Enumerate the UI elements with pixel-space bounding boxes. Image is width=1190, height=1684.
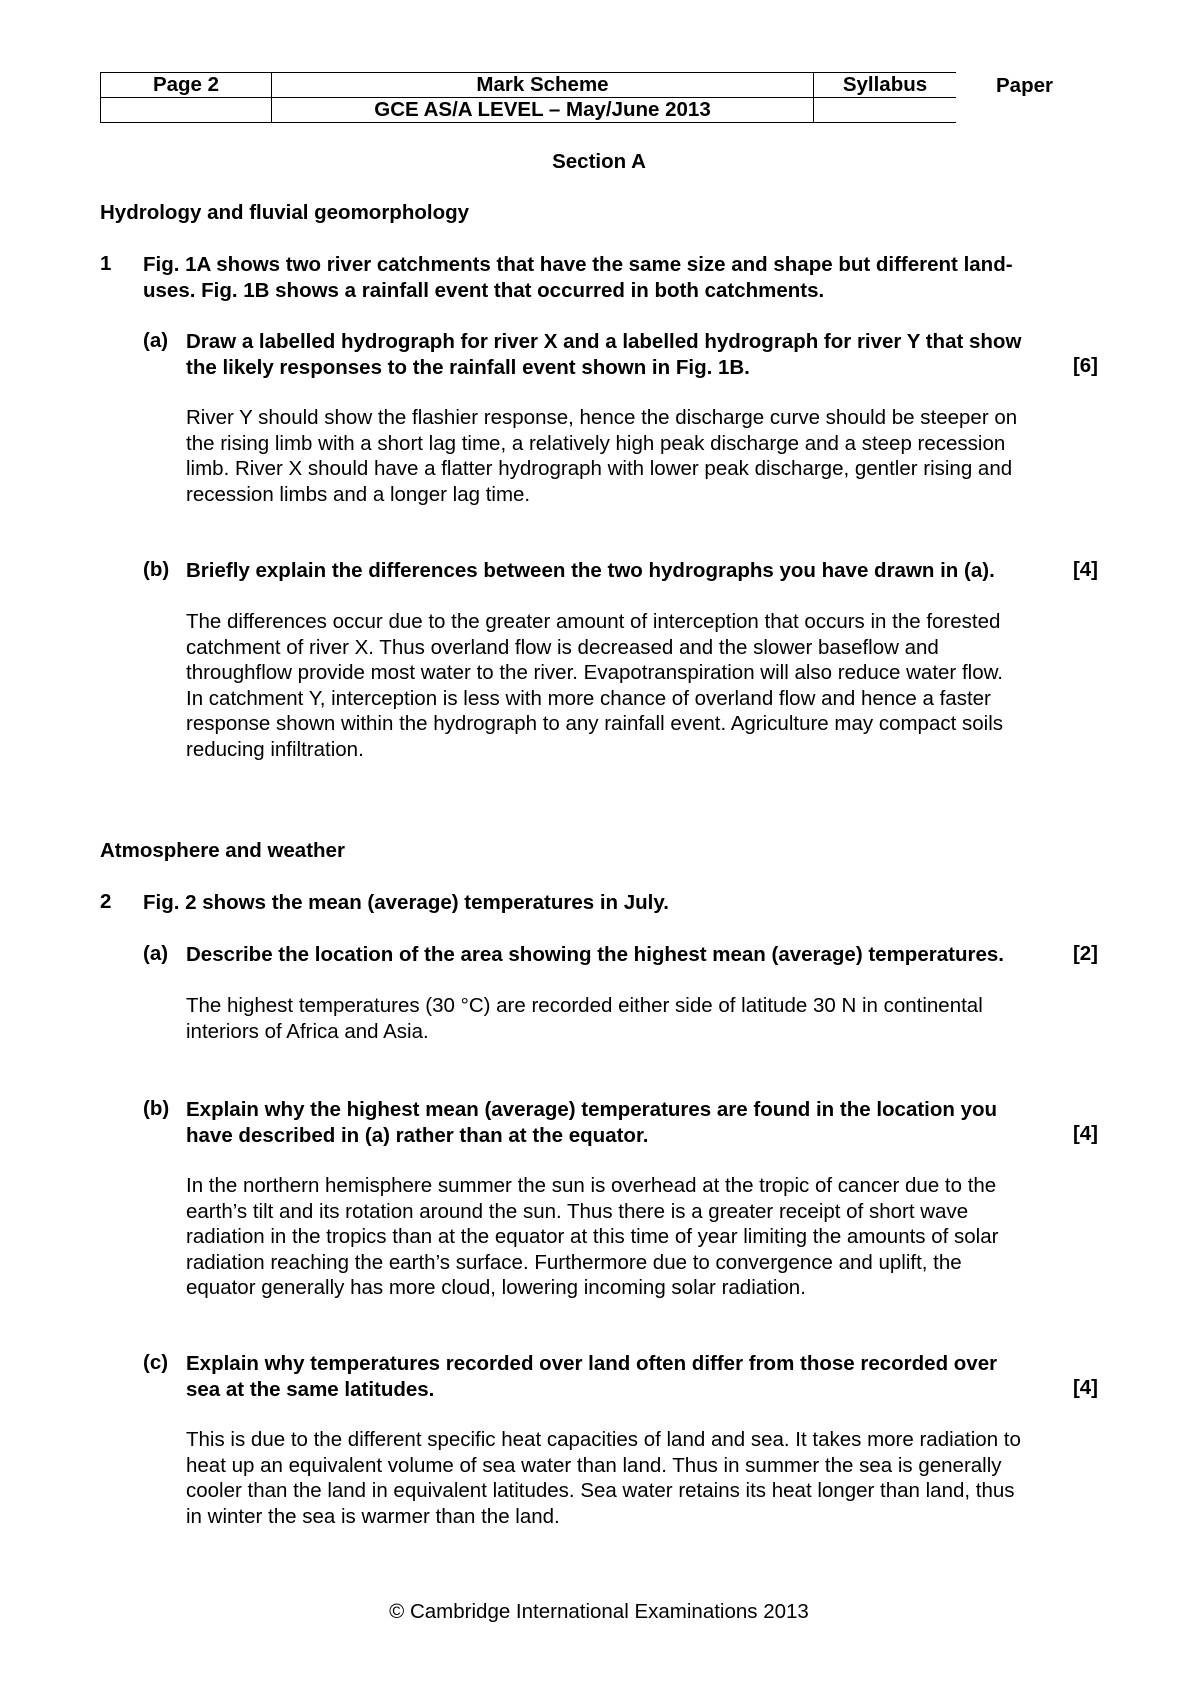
answer-paragraph — [186, 1427, 1091, 1529]
answer-line: throughflow provide most water to the river. Evapotranspiration will also reduce water flow. — [186, 661, 1003, 684]
part-label: (b) — [143, 1097, 170, 1120]
part-label: (b) — [143, 558, 170, 581]
answer-line: This is due to the different specific heat capacities of land and sea. It takes more radiation to — [186, 1428, 1021, 1451]
answer-line: In catchment Y, interception is less with more chance of overland flow and hence a faster — [186, 686, 991, 710]
mark-allocation: [4] — [1072, 1376, 1098, 1399]
copyright-footer: © Cambridge International Examinations 2013 — [389, 1600, 809, 1623]
part-label: (a) — [143, 329, 169, 352]
answer-line: reducing infiltration. — [186, 737, 364, 761]
part-question-line: Explain why temperatures recorded over land often differ from those recorded over — [186, 1352, 998, 1375]
part-question-line: Draw a labelled hydrograph for river X and a labelled hydrograph for river Y that show — [186, 330, 1022, 353]
header-exam: GCE AS/A LEVEL – May/June 2013 — [272, 98, 814, 123]
mark-allocation: [4] — [1072, 558, 1098, 581]
part-question-line: Explain why the highest mean (average) temperatures are found in the location you — [186, 1098, 998, 1121]
header-syllabus: Syllabus — [814, 73, 957, 98]
answer-line: equator generally has more cloud, lowering incoming solar radiation. — [186, 1276, 806, 1299]
answer-paragraph — [186, 609, 1091, 762]
answer-line: The differences occur due to the greater amount of interception that occurs in the forested — [186, 610, 1001, 633]
question-stem-line: Fig. 1A shows two river catchments that have the same size and shape but different land- — [143, 253, 1013, 276]
answer-line: in winter the sea is warmer than the land. — [186, 1504, 560, 1528]
header-paper: Paper — [996, 74, 1053, 97]
part-question — [186, 558, 995, 584]
answer-line: River Y should show the flashier response, hence the discharge curve should be steeper on — [186, 406, 1018, 429]
part-question-line: Describe the location of the area showing the highest mean (average) temperatures. — [186, 943, 1004, 966]
header-empty-cell — [101, 98, 272, 123]
question-number: 1 — [100, 252, 112, 275]
answer-line: cooler than the land in equivalent latitudes. Sea water retains its heat longer than land, thus — [186, 1479, 1015, 1502]
question-stem: Fig. 2 shows the mean (average) temperatures in July. — [143, 891, 669, 914]
part-question-line: Briefly explain the differences between the two hydrographs you have drawn in (a). — [186, 559, 995, 582]
answer-paragraph — [186, 405, 1091, 507]
part-label: (a) — [143, 942, 169, 965]
answer-paragraph — [186, 993, 1091, 1044]
answer-line: earth’s tilt and its rotation around the sun. Thus there is a greater receipt of short wave — [186, 1199, 969, 1223]
answer-line: In the northern hemisphere summer the sun is overhead at the tropic of cancer due to the — [186, 1174, 997, 1197]
header-title: Mark Scheme — [272, 73, 814, 98]
question-number: 2 — [100, 890, 112, 913]
answer-line: response shown within the hydrograph to any rainfall event. Agriculture may compact soils — [186, 712, 1004, 735]
topic-heading-hydrology: Hydrology and fluvial geomorphology — [100, 201, 470, 224]
page-number: Page 2 — [101, 73, 272, 98]
header-table — [100, 72, 956, 123]
mark-allocation: [2] — [1072, 942, 1098, 965]
answer-line: the rising limb with a short lag time, a relatively high peak discharge and a steep recession — [186, 431, 1006, 455]
part-question — [186, 1351, 997, 1402]
part-question-line: have described in (a) rather than at the equator. — [186, 1123, 649, 1147]
topic-heading-atmosphere: Atmosphere and weather — [100, 839, 345, 862]
answer-line: heat up an equivalent volume of sea water than land. Thus in summer the sea is generally — [186, 1453, 1002, 1477]
part-question — [186, 329, 1021, 380]
answer-line: radiation reaching the earth’s surface. Furthermore due to convergence and uplift, the — [186, 1250, 962, 1274]
section-title: Section A — [552, 150, 646, 173]
part-label: (c) — [143, 1351, 169, 1374]
part-question-line: the likely responses to the rainfall event shown in Fig. 1B. — [186, 355, 750, 379]
question-stem — [143, 252, 1013, 303]
answer-paragraph — [186, 1173, 1091, 1301]
header-empty-cell — [814, 98, 957, 123]
part-question — [186, 942, 1004, 968]
mark-allocation: [4] — [1072, 1122, 1098, 1145]
answer-line: recession limbs and a longer lag time. — [186, 482, 531, 506]
part-question — [186, 1097, 997, 1148]
question-stem-line: uses. Fig. 1B shows a rainfall event that occurred in both catchments. — [143, 278, 825, 302]
answer-line: radiation in the tropics than at the equator at this time of year limiting the amounts of solar — [186, 1225, 999, 1248]
answer-line: The highest temperatures (30 °C) are recorded either side of latitude 30 N in continental — [186, 994, 983, 1017]
mark-allocation: [6] — [1072, 354, 1098, 377]
answer-line: catchment of river X. Thus overland flow is decreased and the slower baseflow and — [186, 635, 939, 659]
part-question-line: sea at the same latitudes. — [186, 1377, 435, 1401]
answer-line: limb. River X should have a flatter hydrograph with lower peak discharge, gentler rising and — [186, 457, 1013, 480]
answer-line: interiors of Africa and Asia. — [186, 1019, 429, 1043]
